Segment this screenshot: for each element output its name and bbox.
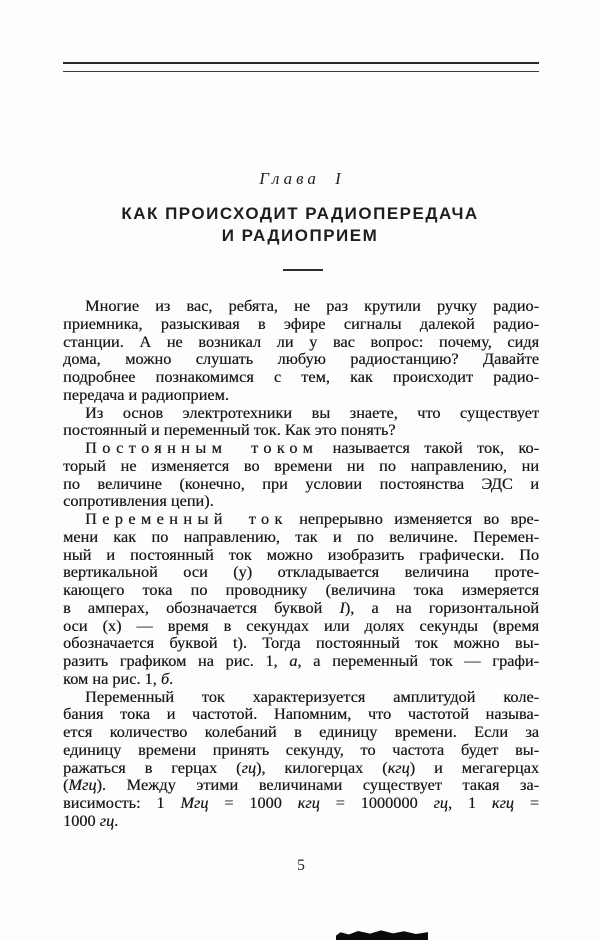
text-line: разить графиком на рис. 1, а, а переменный ток — графи- xyxy=(63,651,539,670)
text-line: кающего тока по проводнику (величина тока измеряется xyxy=(63,580,539,599)
page-number: 5 xyxy=(297,857,305,874)
text-line: ется количество колебаний в единицу времени. Если за xyxy=(63,722,539,741)
text-line: ный и постоянный ток можно изобразить графически. По xyxy=(63,544,539,564)
text-line: обозначается буквой t). Тогда постоянный ток можно вы- xyxy=(63,633,539,653)
text-line: бания тока и частотой. Напомним, что частотой называ- xyxy=(63,704,539,724)
italic-term: кгц xyxy=(387,757,410,777)
italic-term: Мгц xyxy=(180,793,209,812)
italic-term: гц xyxy=(99,810,115,830)
body-text xyxy=(63,297,539,830)
italic-term: б xyxy=(160,668,170,688)
text-line: 1000 гц. xyxy=(63,810,119,830)
paragraph xyxy=(63,688,539,830)
text-line: торый не изменяется во времени ни по направлению, ни xyxy=(63,455,539,475)
text-line: передача и радиоприем. xyxy=(63,384,229,404)
paragraph xyxy=(63,510,539,688)
text-line: дома, можно слушать любую радиостанцию? Давайте xyxy=(63,349,539,369)
text-line: Переменный ток характеризуется амплитудой коле- xyxy=(85,686,539,706)
text-line: единицу времени принять секунду, то частота будет вы- xyxy=(63,739,539,759)
text-line: приемника, разыскивая в эфире сигналы далекой радио- xyxy=(63,313,539,333)
text-line: (Мгц). Между этими величинами существует такая за- xyxy=(63,775,539,795)
italic-term: гц xyxy=(241,757,256,777)
title-divider-rule xyxy=(283,269,323,271)
italic-term: а xyxy=(289,651,298,670)
paragraph xyxy=(63,297,539,404)
text-line: мени как по направлению, так и по величине. Перемен- xyxy=(63,526,539,546)
text-line: ражаться в герцах (гц), килогерцах (кгц) и мегагерцах xyxy=(63,757,540,777)
text-line: Из основ электротехники вы знаете, что существует xyxy=(85,402,539,422)
text-line: оси (х) — время в секундах или долях секунды (время xyxy=(63,615,539,635)
text-line: Многие из вас, ребята, не раз крутили ручку радио- xyxy=(85,296,539,315)
text-line: вертикальной оси (у) откладывается величина проте- xyxy=(63,562,539,582)
chapter-title-line-1: КАК ПРОИСХОДИТ РАДИОПЕРЕДАЧА xyxy=(121,204,479,223)
text-line: Переменный ток непрерывно изменяется во вре- xyxy=(85,509,539,528)
head-rule xyxy=(63,62,539,72)
spaced-emphasis: Постоянным током xyxy=(85,438,319,457)
chapter-title-line-2: И РАДИОПРИЕМ xyxy=(221,226,379,245)
chapter-heading: Глава I xyxy=(259,169,345,188)
text-line: станции. А не возникал ли у вас вопрос: почему, сидя xyxy=(63,331,539,351)
text-line: висимость: 1 Мгц = 1000 кгц = 1000000 гц, 1 кгц = xyxy=(63,793,539,812)
paragraph xyxy=(63,404,539,440)
italic-term: I xyxy=(339,597,345,617)
text-line: в амперах, обозначается буквой I), а на горизонтальной xyxy=(63,597,539,617)
text-line: подробнее познакомимся с тем, как происходит радио- xyxy=(63,367,539,386)
text-line: по величине (конечно, при условии постоянства ЭДС и xyxy=(63,473,539,493)
text-line: Постоянным током называется такой ток, ко- xyxy=(85,438,539,457)
italic-term: гц xyxy=(433,793,448,812)
scan-edge-artifact xyxy=(336,929,428,940)
italic-term: кгц xyxy=(491,793,514,812)
text-line: постоянный и переменный ток. Как это понять? xyxy=(63,420,396,440)
chapter-title xyxy=(0,203,600,247)
spaced-emphasis: Переменный ток xyxy=(85,509,288,528)
text-line: сопротивления цепи). xyxy=(63,491,214,511)
paragraph xyxy=(63,439,539,510)
text-line: ком на рис. 1, б. xyxy=(63,668,174,688)
italic-term: кгц xyxy=(297,793,320,812)
italic-term: Мгц xyxy=(68,775,97,795)
